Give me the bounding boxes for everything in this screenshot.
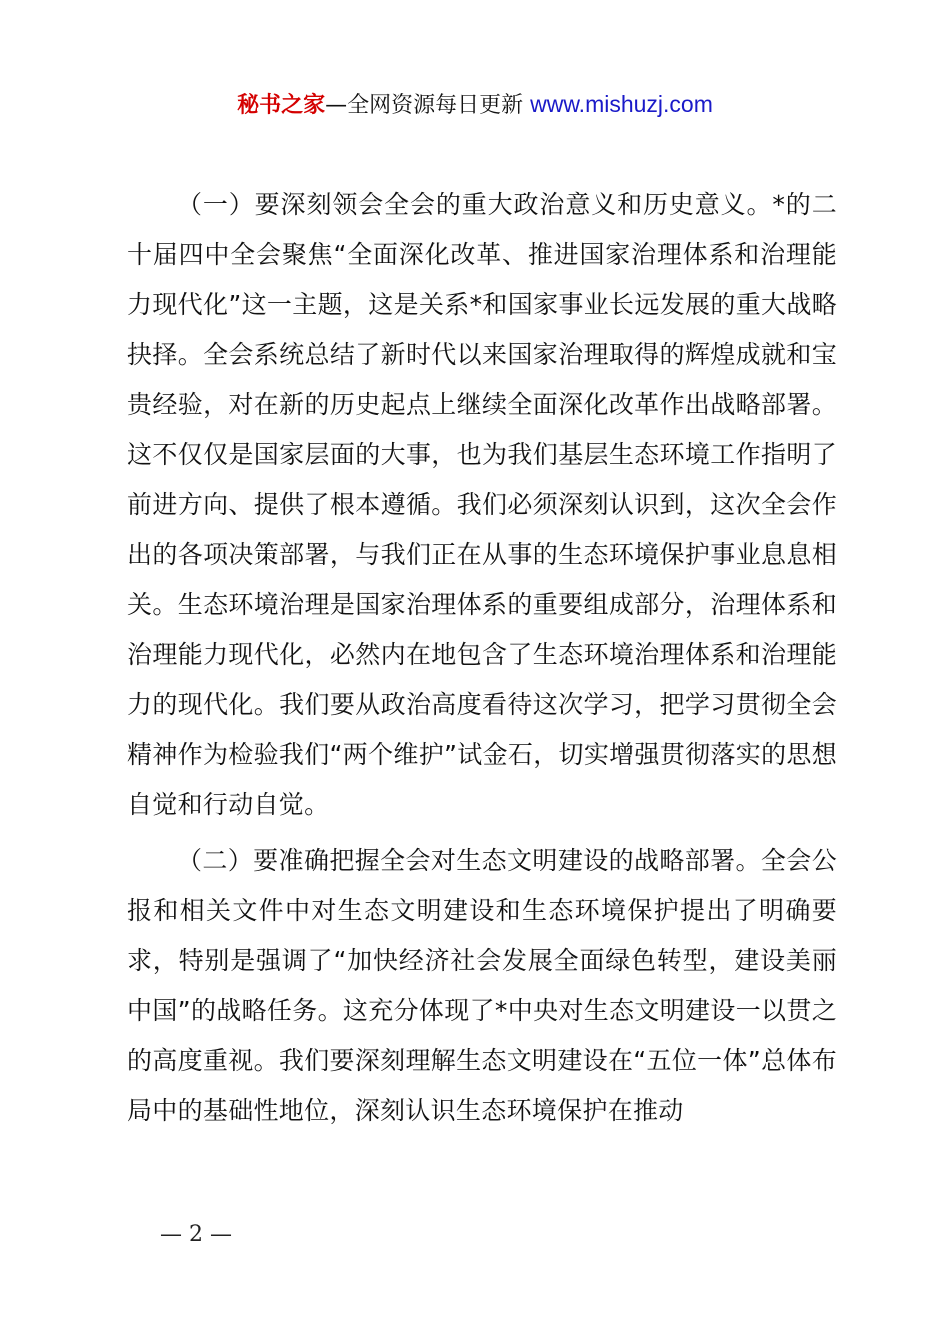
paragraph-2: （二）要准确把握全会对生态文明建设的战略部署。全会公报和相关文件中对生态文明建设和生态环境保护提出了明确要求，特别是强调了“加快经济社会发展全面绿色转型，建设美丽中国”的战略任务。这充分体现了*中央对生态文明建设一以贯之的高度重视。我们要深刻理解生态文明建设在“五位一体”总体布局中的基础性地位，深刻认识生态环境保护在推动 xyxy=(127,846,837,1125)
document-body xyxy=(127,180,837,1142)
header-tagline: —全网资源每日更新 xyxy=(325,93,524,118)
paragraph-1: （一）要深刻领会全会的重大政治意义和历史意义。*的二十届四中全会聚焦“全面深化改革、推进国家治理体系和治理能力现代化”这一主题，这是关系*和国家事业长远发展的重大战略抉择。全会系统总结了新时代以来国家治理取得的辉煌成就和宝贵经验，对在新的历史起点上继续全面深化改革作出战略部署。这不仅仅是国家层面的大事，也为我们基层生态环境工作指明了前进方向、提供了根本遵循。我们必须深刻认识到，这次全会作出的各项决策部署，与我们正在从事的生态环境保护事业息息相关。生态环境治理是国家治理体系的重要组成部分，治理体系和治理能力现代化，必然内在地包含了生态环境治理体系和治理能力的现代化。我们要从政治高度看待这次学习，把学习贯彻全会精神作为检验我们“两个维护”试金石，切实增强贯彻落实的思想自觉和行动自觉。 xyxy=(127,190,837,819)
site-url-link[interactable]: www.mishuzj.com xyxy=(530,91,713,117)
brand-name: 秘书之家 xyxy=(237,93,326,118)
page-number: — 2 — xyxy=(160,1222,232,1247)
site-header xyxy=(0,88,950,122)
